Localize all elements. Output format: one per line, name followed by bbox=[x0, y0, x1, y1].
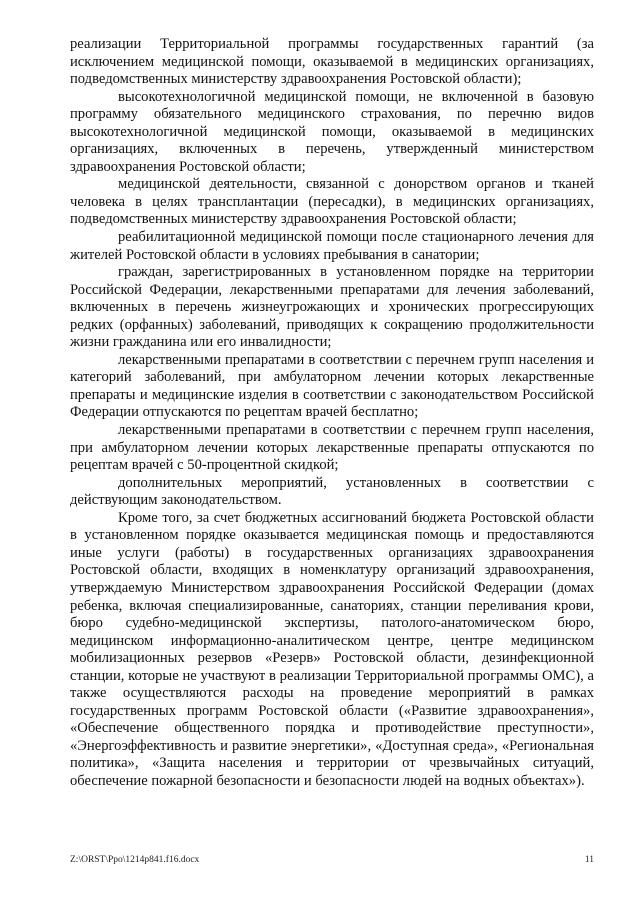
document-body bbox=[70, 36, 594, 791]
footer-file-path: Z:\ORST\Ppo\1214p841.f16.docx bbox=[70, 855, 200, 865]
paragraph-8: дополнительных мероприятий, установленных в соответствии с действующим законодательством. bbox=[70, 474, 594, 509]
paragraph-2: высокотехнологичной медицинской помощи, не включенной в базовую программу обязательного медицинского страхования, по перечню видов высокотехнологичной медицинской помощи, оказываемой в медицинских организациях, включенных в перечень, утвержденный министерством здравоохранения Ростовской области; bbox=[70, 88, 594, 175]
paragraph-6: лекарственными препаратами в соответствии с перечнем групп населения и категорий заболеваний, при амбулаторном лечении которых лекарственные препараты и медицинские изделия в соответствии с законодательством Российской Федерации отпускаются по рецептам врачей бесплатно; bbox=[70, 351, 594, 421]
paragraph-7: лекарственными препаратами в соответствии с перечнем групп населения, при амбулаторном лечении которых лекарственные препараты отпускаются по рецептам врачей с 50-процентной скидкой; bbox=[70, 422, 594, 474]
page-footer bbox=[70, 855, 594, 869]
paragraph-4: реабилитационной медицинской помощи после стационарного лечения для жителей Ростовской области в условиях пребывания в санатории; bbox=[70, 229, 594, 263]
paragraph-3: медицинской деятельности, связанной с донорством органов и тканей человека в целях трансплантации (пересадки), в медицинских организациях, подведомственных министерству здравоохранения Ростовской области; bbox=[70, 176, 594, 228]
paragraph-1: реализации Территориальной программы государственных гарантий (за исключением медицинской помощи, оказываемой в медицинских организациях, подведомственных министерству здравоохранения Ростовской области); bbox=[70, 36, 594, 88]
paragraph-5: граждан, зарегистрированных в установленном порядке на территории Российской Федерации, лекарственными препаратами для лечения заболеваний, включенных в перечень жизнеугрожающих и хронических прогрессирующих редких (орфанных) заболеваний, приводящих к сокращению продолжительности жизни гражданина или его инвалидности; bbox=[70, 264, 594, 351]
paragraph-9: Кроме того, за счет бюджетных ассигнований бюджета Ростовской области в установленном порядке оказывается медицинская помощь и предоставляются иные услуги (работы) в государственных организациях здравоохранения Ростовской области, входящих в номенклатуру организаций здравоохранения, утверждаемую Министерством здравоохранения Российской Федерации (домах ребенка, включая специализированные, санаториях, станции переливания крови, бюро судебно-медицинской экспертизы, патолого-анатомическом бюро, медицинском информационно-аналитическом центре, центре медицинском мобилизационных резервов «Резерв» Ростовской области, дезинфекционной станции, которые не участвуют в реализации Территориальной программы ОМС), а также осуществляются расходы на проведение мероприятий в рамках государственных программ Ростовской области («Развитие здравоохранения», «Обеспечение общественного порядка и противодействие преступности», «Энергоэффективность и развитие энергетики», «Доступная среда», «Региональная политика», «Защита населения и территории от чрезвычайных ситуаций, обеспечение пожарной безопасности и безопасности людей на водных объектах»). bbox=[70, 509, 594, 789]
page-number: 11 bbox=[584, 855, 594, 865]
